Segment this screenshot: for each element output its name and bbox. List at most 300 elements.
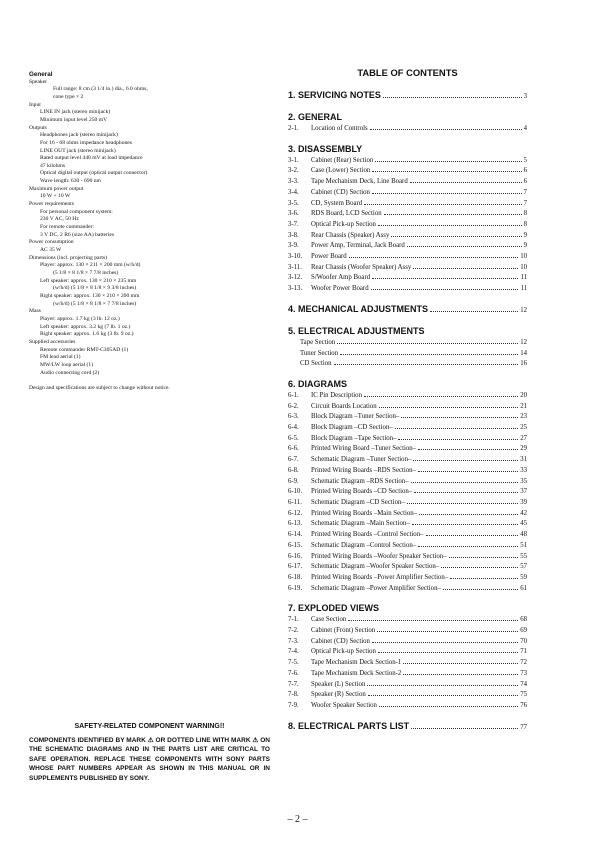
entry-number: 7-3. [288,637,299,645]
entry-page: 61 [520,584,527,592]
entry-title: Schematic Diagram –Woofer Speaker Section– [311,563,440,571]
entry-number: 3-6. [288,210,299,218]
leader-dots [372,170,521,172]
leader-dots [391,235,521,237]
entry-page: 10 [520,253,527,261]
toc-section-heading[interactable] [288,602,527,615]
toc-entry[interactable] [288,455,527,466]
entry-number: 3-2. [288,167,299,175]
entry-number: 6-17. [288,563,303,571]
entry-title: Schematic Diagram –CD Section– [311,498,405,506]
leader-dots [441,566,518,568]
specs-title: General [29,71,53,78]
spec-line: For remote commander: [40,224,95,231]
leader-dots [364,395,518,397]
specs-note: Design and specifications are subject to change without notice. [29,385,170,392]
toc-entry[interactable] [288,199,527,210]
leader-dots [375,160,521,162]
entry-number: 3-1. [288,156,299,164]
toc-entry[interactable] [288,402,527,413]
leader-dots [377,630,518,632]
entry-number: 6-10. [288,488,303,496]
leader-dots [443,588,518,590]
spec-line: 47 kilohms [40,162,66,169]
entry-title: Woofer Speaker Section [311,701,377,709]
leader-dots [368,694,518,696]
toc-entry[interactable] [288,434,527,445]
entry-title: Printed Wiring Boards –RDS Section– [311,466,416,474]
entry-page: 73 [520,669,527,677]
spec-line: FM lead aerial (1) [40,354,81,361]
entry-number: 7-5. [288,659,299,667]
toc-entry[interactable] [288,231,527,242]
leader-dots [403,673,518,675]
entry-number: 3-11. [288,263,302,271]
entry-number: 6-2. [288,402,299,410]
entry-page: 76 [520,701,527,709]
leader-dots [403,662,518,664]
section-title: 6. DIAGRAMS [288,378,348,389]
leader-dots [367,684,518,686]
toc-section-heading[interactable] [288,111,527,124]
safety-warning [29,722,270,783]
entry-title: Power Amp, Terminal, Jack Board [311,242,405,250]
entry-number: 7-8. [288,691,299,699]
entry-page: 35 [520,477,527,485]
spec-line: (w/h/d) (5 1/8 × 8 1/8 × 7 7/8 inches) [53,300,137,307]
spec-line: For 16 - 68 ohms impedance headphones [40,139,132,146]
spec-line: Left speaker: approx. 3.2 kg (7 lb. 1 oz.) [40,323,131,330]
spec-line: Player: approx. 1.7 kg (3 lb. 12 oz.) [40,315,120,322]
toc-section-heading[interactable] [288,303,527,317]
leader-dots [379,406,519,408]
toc-section [288,378,527,594]
spec-line: (5 1/8 × 8 1/8 × 7 7/8 inches) [53,270,119,276]
entry-title: Cabinet (CD) Section [311,188,370,196]
entry-number: 6-11. [288,498,302,506]
entry-number: 7-9. [288,701,299,709]
leader-dots [349,256,519,258]
entry-title: Case (Lower) Section [311,167,371,175]
entry-number: 7-4. [288,648,299,656]
leader-dots [364,203,521,205]
spec-line: Rated output level 440 mV at load impedance [40,155,143,162]
section-title: 4. MECHANICAL ADJUSTMENTS [288,303,429,314]
toc-entry[interactable] [288,626,527,637]
entry-number: 3-3. [288,178,299,186]
leader-dots [426,534,519,536]
entry-title: Schematic Diagram –Main Section– [311,520,410,528]
entry-number: 7-2. [288,627,299,635]
entry-title: Speaker (L) Section [311,680,366,688]
leader-dots [372,192,522,194]
toc-entry[interactable] [288,273,527,284]
entry-title: Tape Mechanism Deck Section-2 [311,669,402,677]
toc-entry[interactable] [288,359,527,370]
entry-title: Schematic Diagram –Tuner Section– [311,456,412,464]
entry-page: 68 [520,616,527,624]
entry-number: 7-1. [288,616,299,624]
entry-title: Block Diagram –Tuner Section– [311,413,400,421]
entry-title: Rear Chassis (Woofer Speaker) Assy [311,263,412,271]
entry-title: Circuit Boards Location [311,402,377,410]
entry-page: 21 [520,402,527,410]
entry-title: Tape Section [300,338,336,346]
toc-entry[interactable] [288,615,527,626]
entry-number: 6-1. [288,391,299,399]
leader-dots [413,459,518,461]
spec-line: Optical digital output (optical output connector) [40,170,148,177]
entry-title: Tape Mechanism Deck Section-1 [311,659,402,667]
toc-entry[interactable] [288,647,527,658]
spec-line: 230 V AC, 50 Hz [40,216,79,223]
toc-entry[interactable] [288,391,527,402]
leader-dots [419,513,518,515]
entry-page: 33 [520,466,527,474]
toc-entry[interactable] [288,241,527,252]
toc-entry[interactable] [288,541,527,552]
spec-heading: Speaker [29,78,48,85]
entry-number: 6-8. [288,466,299,474]
entry-number: 3-9. [288,242,299,250]
toc-entry[interactable] [288,466,527,477]
toc-section [288,89,527,103]
entry-number: 2-1. [288,125,299,132]
entry-title: Tape Mechanism Deck, Line Board [311,178,408,186]
safety-title: SAFETY-RELATED COMPONENT WARNING!! [74,723,225,730]
page-number: – 2 – [287,814,308,825]
leader-dots [418,448,518,450]
leader-dots [379,705,518,707]
specs-list [29,79,269,378]
entry-page: 6 [523,167,527,175]
toc-entry[interactable] [288,188,527,199]
toc-entry[interactable] [288,156,527,167]
entry-page: 7 [523,188,527,196]
section-title: 1. SERVICING NOTES [288,90,381,100]
spec-heading: Power consumption [29,239,74,246]
toc-entry[interactable] [288,487,527,498]
toc-entry[interactable] [288,177,527,188]
entry-page: 11 [520,285,527,293]
entry-title: Speaker (R) Section [311,691,366,699]
entry-title: Printed Wiring Boards –Main Section– [311,509,418,517]
spec-line: Full range: 8 cm (3 1/4 in.) dia., 6.0 ohms, [53,86,148,93]
entry-page: 25 [520,424,527,432]
entry-title: Schematic Diagram –Control Section– [311,541,417,549]
entry-number: 3-8. [288,231,299,239]
leader-dots [337,342,518,344]
entry-page: 12 [520,338,527,346]
spec-heading: Supplied accessories [29,338,76,345]
toc-section [288,303,527,317]
specifications-block [29,71,269,393]
leader-dots [411,481,519,483]
section-page: 12 [520,306,527,314]
spec-heading: Maximum power output [29,185,84,192]
toc-entry[interactable] [288,637,527,648]
toc-entry[interactable] [288,166,527,177]
entry-page: 51 [520,541,527,549]
entry-number: 6-6. [288,445,299,453]
entry-page: 8 [523,220,527,228]
leader-dots [372,277,518,279]
entry-title: Printed Wiring Boards –Power Amplifier Section– [311,573,449,581]
toc-entry[interactable] [288,444,527,455]
entry-page: 37 [520,488,527,496]
spec-line: 3 V DC, 2 R6 (size AA) batteries [40,231,115,238]
leader-dots [372,641,518,643]
entry-page: 75 [520,691,527,699]
toc-section-heading[interactable] [288,325,527,338]
entry-title: Optical Pick-up Section [311,648,376,656]
entry-title: Case Section [311,616,347,624]
leader-dots [395,427,518,429]
entry-page: 20 [520,391,527,399]
entry-title: Printed Wiring Boards –Control Section– [311,531,424,539]
entry-number: 7-6. [288,669,299,677]
toc-entry[interactable] [288,669,527,680]
entry-title: Schematic Diagram –RDS Section– [311,477,409,485]
toc-section [288,720,527,734]
entry-page: 69 [520,627,527,635]
leader-dots [430,310,518,312]
toc-section [288,325,527,370]
leader-dots [371,288,519,290]
entry-page: 14 [520,349,527,357]
entry-number: 6-5. [288,434,299,442]
entry-page: 23 [520,413,527,421]
leader-dots [378,651,518,653]
toc-entry[interactable] [288,209,527,220]
spec-heading: Input [29,101,41,108]
entry-number: 3-12. [288,274,303,282]
entry-title: CD Section [300,360,332,368]
spec-line: Remote commander RMT-C305AD (1) [40,346,129,353]
entry-title: Cabinet (Rear) Section [311,156,374,164]
entry-number: 6-15. [288,541,303,549]
spec-line: cone type × 2 [53,93,84,100]
leader-dots [378,224,522,226]
entry-page: 9 [523,242,527,250]
entry-page: 29 [520,445,527,453]
leader-dots [370,128,522,130]
toc-entry[interactable] [288,220,527,231]
entry-title: Optical Pick-up Section [311,220,376,228]
entry-page: 70 [520,637,527,645]
toc-entry[interactable] [288,477,527,488]
toc-entry[interactable] [288,552,527,563]
spec-line: Right speaker: approx. 130 × 210 × 200 mm [40,292,140,299]
toc-section-heading[interactable] [288,89,527,103]
spec-line: MW/LW loop aerial (1) [40,361,94,368]
toc-entry[interactable] [288,252,527,263]
spec-line: 10 W + 10 W [40,193,71,200]
leader-dots [411,727,518,729]
toc-entry[interactable] [288,349,527,360]
leader-dots [383,96,522,98]
spec-heading: Outputs [29,124,47,131]
entry-page: 39 [520,498,527,506]
leader-dots [384,213,522,215]
leader-dots [401,416,518,418]
entry-page: 42 [520,509,527,517]
toc-entry[interactable] [288,338,527,349]
table-of-contents [288,66,527,742]
entry-number: 6-7. [288,456,299,464]
toc-entry[interactable] [288,124,527,135]
toc-entry[interactable] [288,530,527,541]
section-page: 77 [520,723,527,731]
entry-number: 6-16. [288,552,303,560]
toc-entry[interactable] [288,701,527,712]
toc-section-heading[interactable] [288,378,527,391]
entry-title: Cabinet (Front) Section [311,627,376,635]
leader-dots [412,523,518,525]
entry-page: 59 [520,573,527,581]
entry-page: 4 [523,125,527,132]
entry-page: 7 [523,199,527,207]
toc-entry[interactable] [288,509,527,520]
toc-section [288,602,527,711]
entry-title: CD, System Board [311,199,363,207]
spec-line: Wave length: 630 - 690 nm [40,178,101,185]
toc-entry[interactable] [288,284,527,295]
entry-page: 27 [520,434,527,442]
entry-page: 57 [520,563,527,571]
entry-title: RDS Board, LCD Section [311,210,382,218]
entry-title: Power Board [311,253,347,261]
entry-page: 5 [523,156,527,164]
leader-dots [348,619,518,621]
entry-page: 72 [520,659,527,667]
entry-title: Printed Wiring Board –Tuner Section– [311,445,417,453]
toc-entry[interactable] [288,690,527,701]
entry-title: Cabinet (CD) Section [311,637,370,645]
spec-line: Left speaker: approx. 130 × 210 × 235 mm [40,277,137,284]
leader-dots [418,545,518,547]
spec-line: (w/h/d) (5 1/8 × 8 1/8 × 9 3/8 inches) [53,285,137,292]
entry-number: 7-7. [288,680,299,688]
toc-entry[interactable] [288,412,527,423]
entry-number: 3-5. [288,199,299,207]
leader-dots [449,556,519,558]
spec-line: LINE OUT jack (stereo minijack) [40,147,116,154]
entry-page: 16 [520,360,527,368]
spec-line: LINE IN jack (stereo minijack) [40,109,111,116]
spec-line: Right speaker: approx. 1.6 kg (3 lb. 9 oz.) [40,331,134,338]
entry-page: 55 [520,552,527,560]
leader-dots [340,353,518,355]
spec-line: Player: approx. 130 × 211 × 200 mm (w/h/d) [40,262,141,269]
entry-number: 3-10. [288,253,303,261]
toc-sections [288,89,527,734]
entry-page: 71 [520,648,527,656]
toc-entry[interactable] [288,562,527,573]
leader-dots [450,577,518,579]
spec-line: For personal component system: [40,208,113,215]
entry-title: Rear Chassis (Speaker) Assy [311,231,390,239]
entry-title: Block Diagram –CD Section– [311,424,393,432]
entry-page: 48 [520,531,527,539]
leader-dots [413,267,518,269]
entry-title: Printed Wiring Boards –CD Section– [311,488,413,496]
entry-title: Printed Wiring Boards –Woofer Speaker Section– [311,552,447,560]
spec-line: Audio connecting cord (2) [40,369,100,376]
entry-number: 6-14. [288,531,303,539]
entry-title: Schematic Diagram –Power Amplifier Section– [311,584,441,592]
entry-page: 10 [520,263,527,271]
section-title: 8. ELECTRICAL PARTS LIST [288,720,410,731]
toc-entry[interactable] [288,263,527,274]
entry-page: 6 [523,178,527,186]
entry-title: Location of Controls [311,125,368,132]
toc-entry[interactable] [288,584,527,595]
entry-number: 3-4. [288,188,299,196]
spec-line: AC 35 W [40,247,62,254]
spec-line: Headphones jack (stereo minijack) [40,132,118,139]
entry-page: 11 [520,274,527,282]
leader-dots [407,245,522,247]
section-title: 2. GENERAL [288,112,343,122]
safety-body: COMPONENTS IDENTIFIED BY MARK ⚠ OR DOTTED LINE WITH MARK ⚠ ON THE SCHEMATIC DIAGRAMS AND IN THE PARTS LIST ARE CRITICAL TO SAFE OPERATION. REPLACE THESE COMPONENTS WITH SONY PARTS WHOSE PART NUMBERS APPEAR AS SHOWN IN THIS MANUAL OR IN SUPPLEMENTS PUBLISHED BY SONY. [29,737,270,782]
spec-line: Minimum input level 250 mV [40,116,108,123]
entry-number: 6-3. [288,413,299,421]
section-title: 7. EXPLODED VIEWS [288,603,380,614]
entry-number: 3-7. [288,220,299,228]
section-page: 3 [523,93,527,100]
leader-dots [398,438,518,440]
entry-page: 74 [520,680,527,688]
entry-page: 8 [523,210,527,218]
spec-heading: Power requirements [29,201,74,208]
entry-title: IC Pin Description [311,391,362,399]
leader-dots [334,363,519,365]
section-title: 5. ELECTRICAL ADJUSTMENTS [288,325,425,336]
entry-title: Woofer Power Board [311,285,369,293]
toc-entry[interactable] [288,658,527,669]
leader-dots [407,502,518,504]
toc-section [288,111,527,135]
leader-dots [414,491,518,493]
toc-section-heading[interactable] [288,720,527,734]
entry-page: 31 [520,456,527,464]
toc-entry[interactable] [288,423,527,434]
toc-entry[interactable] [288,680,527,691]
spec-heading: Mass [29,308,41,315]
entry-title: S/Woofer Amp Board [311,274,371,282]
spec-heading: Dimensions (incl. projecting parts) [29,254,107,261]
toc-entry[interactable] [288,573,527,584]
leader-dots [410,181,522,183]
entry-title: Tuner Section [300,349,339,357]
entry-page: 45 [520,520,527,528]
section-title: 3. DISASSEMBLY [288,143,363,154]
entry-number: 6-19. [288,584,303,592]
entry-number: 6-4. [288,424,299,432]
toc-title: TABLE OF CONTENTS [357,67,458,78]
toc-entry[interactable] [288,498,527,509]
entry-number: 3-13. [288,285,303,293]
toc-section-heading[interactable] [288,143,527,156]
entry-number: 6-9. [288,477,299,485]
entry-number: 6-12. [288,509,303,517]
toc-section [288,143,527,295]
entry-page: 9 [523,231,527,239]
entry-number: 6-13. [288,520,303,528]
leader-dots [418,470,518,472]
toc-entry[interactable] [288,519,527,530]
